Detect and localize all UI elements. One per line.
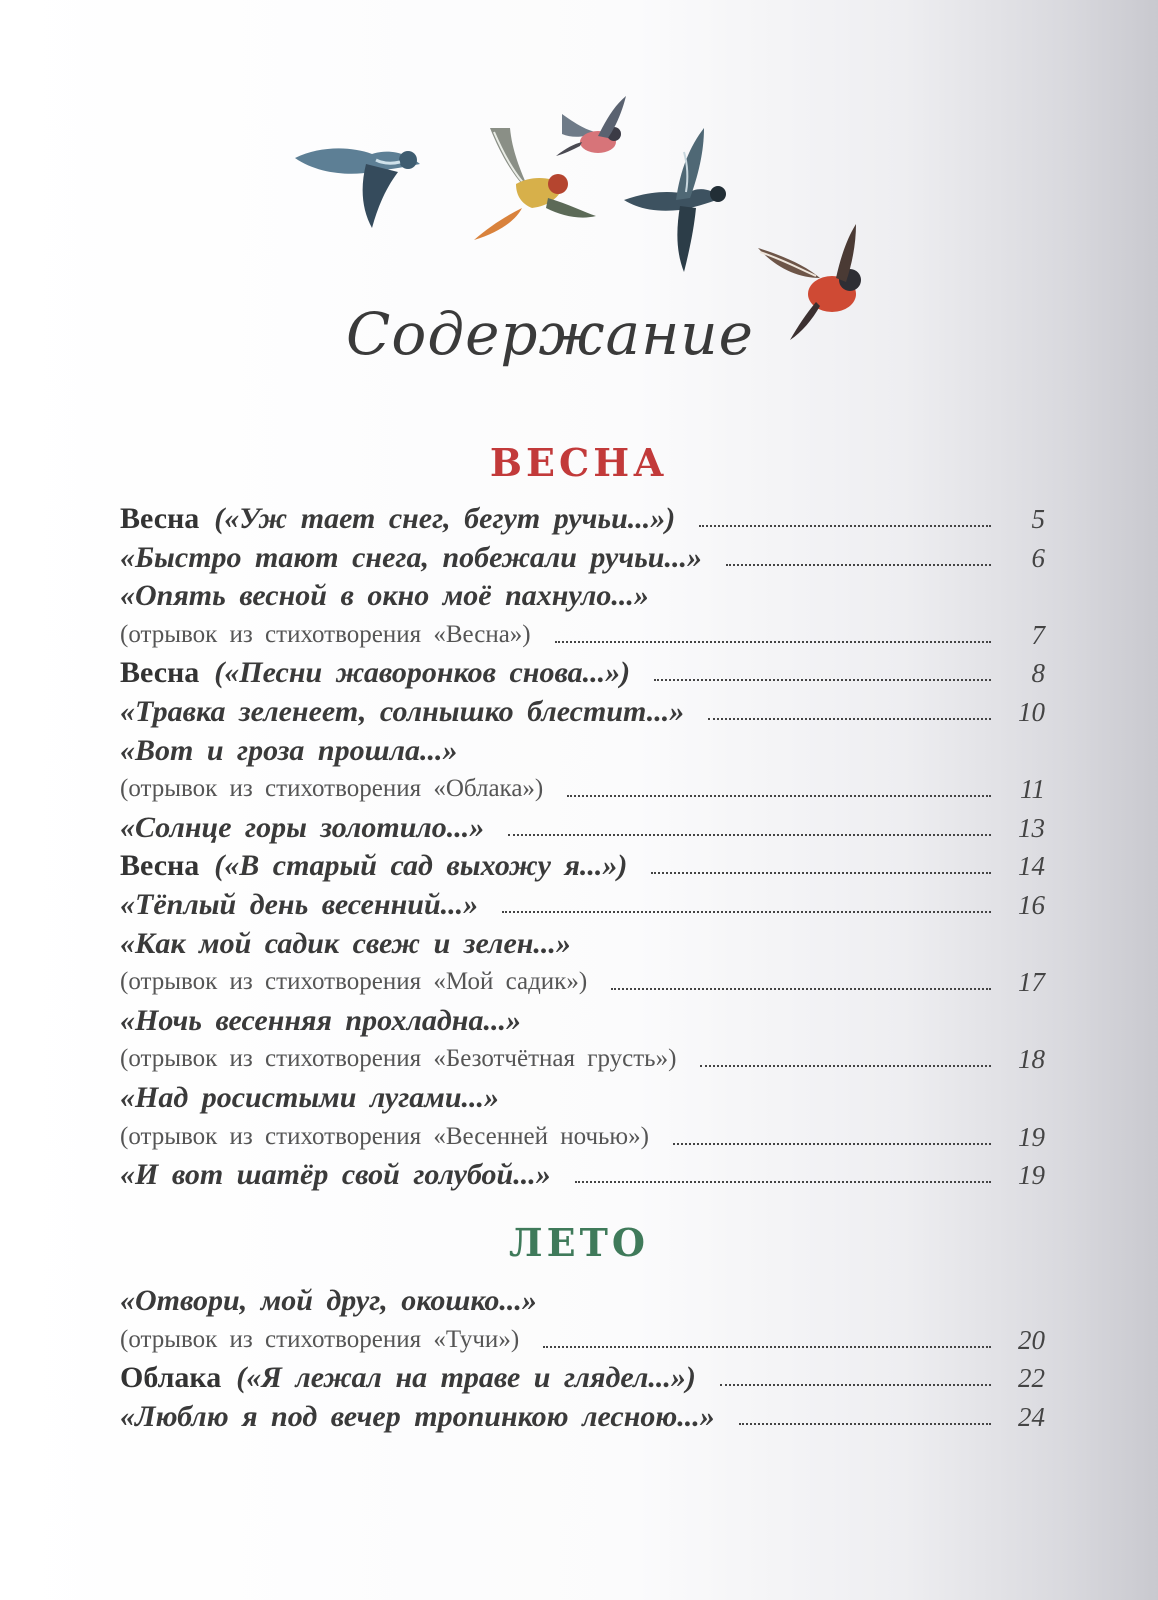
toc-page-number: 20 (1018, 1324, 1045, 1355)
toc-entry-text (120, 1400, 715, 1434)
toc-page-number: 19 (1018, 1160, 1045, 1191)
dot-leader (543, 1345, 991, 1348)
toc-entry (120, 998, 1045, 1038)
toc-entry[interactable] (120, 1317, 1045, 1357)
toc-entry-text (120, 1284, 537, 1318)
toc-entry-text (120, 502, 675, 536)
toc-entry (120, 728, 1045, 768)
toc-entry[interactable] (120, 612, 1045, 652)
toc-entry-text (120, 1081, 499, 1115)
toc-entry[interactable] (120, 650, 1045, 690)
toc-page-number: 19 (1018, 1121, 1045, 1152)
toc-entry-first-line: «Отвори, мой друг, окошко...» (120, 1284, 537, 1317)
toc-entry-text (120, 927, 571, 961)
toc-entry-first-line: «Травка зеленеет, солнышко блестит...» (120, 695, 685, 728)
toc-entry-first-line: («В старый сад выхожу я...») (214, 849, 628, 883)
toc-entry-text (120, 770, 543, 806)
toc-entry[interactable] (120, 1394, 1045, 1434)
toc-entry-text (120, 541, 702, 575)
toc-entry[interactable] (120, 1036, 1045, 1076)
dot-leader (708, 717, 991, 720)
dot-leader (700, 1064, 991, 1067)
toc-entry-text (120, 1118, 649, 1154)
toc-entry-text (120, 734, 457, 768)
toc-entry-title: Весна (120, 849, 200, 883)
toc-page-number: 10 (1018, 697, 1045, 727)
toc-page-number: 18 (1018, 1044, 1045, 1075)
toc-entry[interactable] (120, 535, 1045, 575)
toc-page-number: 16 (1018, 890, 1045, 920)
toc-page-number: 13 (1018, 812, 1045, 843)
dot-leader (739, 1422, 991, 1425)
toc-entry-first-line: «Тёплый день весенний...» (120, 888, 479, 921)
toc-entry[interactable] (120, 496, 1045, 536)
toc-entry-title: Весна (120, 502, 200, 535)
dot-leader (720, 1383, 991, 1386)
bird-bullfinch-small-icon (556, 96, 626, 156)
dot-leader (726, 563, 991, 566)
dot-leader (555, 640, 991, 643)
toc-entry[interactable] (120, 843, 1045, 883)
toc-entry-text (120, 616, 531, 652)
toc-page-number: 6 (1031, 542, 1045, 573)
dot-leader (567, 794, 991, 797)
dot-leader (502, 910, 991, 913)
toc-entry-first-line: («Песни жаворонков снова...») (214, 656, 631, 690)
toc-entry[interactable] (120, 766, 1045, 806)
toc-entry[interactable] (120, 882, 1045, 922)
toc-entry-first-line: «Как мой садик свеж и зелен...» (120, 926, 571, 960)
toc-entry-note: (отрывок из стихотворения «Безотчётная грусть») (120, 1045, 677, 1073)
toc-entry-text (120, 656, 630, 690)
toc-entry-title: Облака (120, 1361, 222, 1395)
toc-entry-note: (отрывок из стихотворения «Облака») (120, 775, 544, 803)
toc-entry-first-line: («Уж тает снег, бегут ручьи...») (214, 502, 676, 535)
toc-entry[interactable] (120, 805, 1045, 845)
section-heading: ВЕСНА (489, 440, 669, 485)
toc-entry-first-line: «Опять весной в окно моё пахнуло...» (120, 579, 649, 613)
toc-entry[interactable] (120, 1355, 1045, 1395)
dot-leader (699, 524, 991, 527)
toc-entry (120, 573, 1045, 613)
toc-entry (120, 1278, 1045, 1318)
toc-entry-first-line: «Солнце горы золотило...» (120, 810, 485, 844)
toc-entry (120, 921, 1045, 961)
toc-entry-first-line: «Над росистыми лугами...» (120, 1081, 500, 1114)
toc-entry[interactable] (120, 1152, 1045, 1192)
bird-dark-tit-icon (624, 128, 726, 272)
toc-entry-first-line: «Люблю я под вечер тропинкою лесною...» (120, 1399, 715, 1433)
toc-entry-first-line: «Вот и гроза прошла...» (120, 733, 458, 767)
toc-entry-text (120, 888, 478, 922)
toc-page-number: 14 (1018, 851, 1045, 882)
toc-entry-text (120, 1158, 551, 1192)
toc-entry-text (120, 811, 484, 845)
toc-entry (120, 1075, 1045, 1115)
toc-entry-note: (отрывок из стихотворения «Мой садик») (120, 968, 588, 996)
toc-page-number: 22 (1018, 1363, 1045, 1394)
toc-entry-title: Весна (120, 656, 200, 690)
page-title: Содержание (346, 300, 754, 368)
toc-page-number: 17 (1018, 967, 1045, 998)
toc-entry-note: (отрывок из стихотворения «Весенней ночью») (120, 1122, 649, 1150)
dot-leader (575, 1180, 991, 1183)
toc-entry-text (120, 1361, 696, 1395)
toc-entry-first-line: «И вот шатёр свой голубой...» (120, 1158, 551, 1192)
toc-page-number: 24 (1018, 1401, 1045, 1432)
toc-entry-first-line: («Я лежал на траве и глядел...») (236, 1361, 696, 1395)
toc-entry[interactable] (120, 689, 1045, 729)
section-heading: ЛЕТО (509, 1220, 649, 1265)
toc-entry-text (120, 695, 684, 729)
toc-entry-text (120, 963, 587, 999)
dot-leader (673, 1142, 991, 1145)
toc-entry-note: (отрывок из стихотворения «Тучи») (120, 1325, 520, 1353)
toc-entry-first-line: «Быстро тают снега, побежали ручьи...» (120, 540, 702, 574)
toc-entry-text (120, 1040, 676, 1076)
toc-entry-first-line: «Ночь весенняя прохладна...» (120, 1003, 521, 1037)
toc-entry[interactable] (120, 959, 1045, 999)
dot-leader (654, 678, 991, 681)
bird-blue-tit-icon (295, 148, 420, 228)
toc-entry-text (120, 849, 627, 883)
toc-page-number: 5 (1031, 504, 1045, 534)
dot-leader (508, 833, 991, 836)
toc-entry-note: (отрывок из стихотворения «Весна») (120, 620, 531, 648)
toc-entry-text (120, 579, 649, 613)
toc-entry-text (120, 1004, 521, 1038)
dot-leader (651, 871, 991, 874)
toc-page-number: 7 (1031, 619, 1045, 650)
toc-entry-text (120, 1321, 519, 1357)
toc-page-number: 8 (1031, 658, 1045, 689)
dot-leader (611, 987, 991, 990)
toc-page-number: 11 (1020, 774, 1045, 805)
toc-entry[interactable] (120, 1114, 1045, 1154)
